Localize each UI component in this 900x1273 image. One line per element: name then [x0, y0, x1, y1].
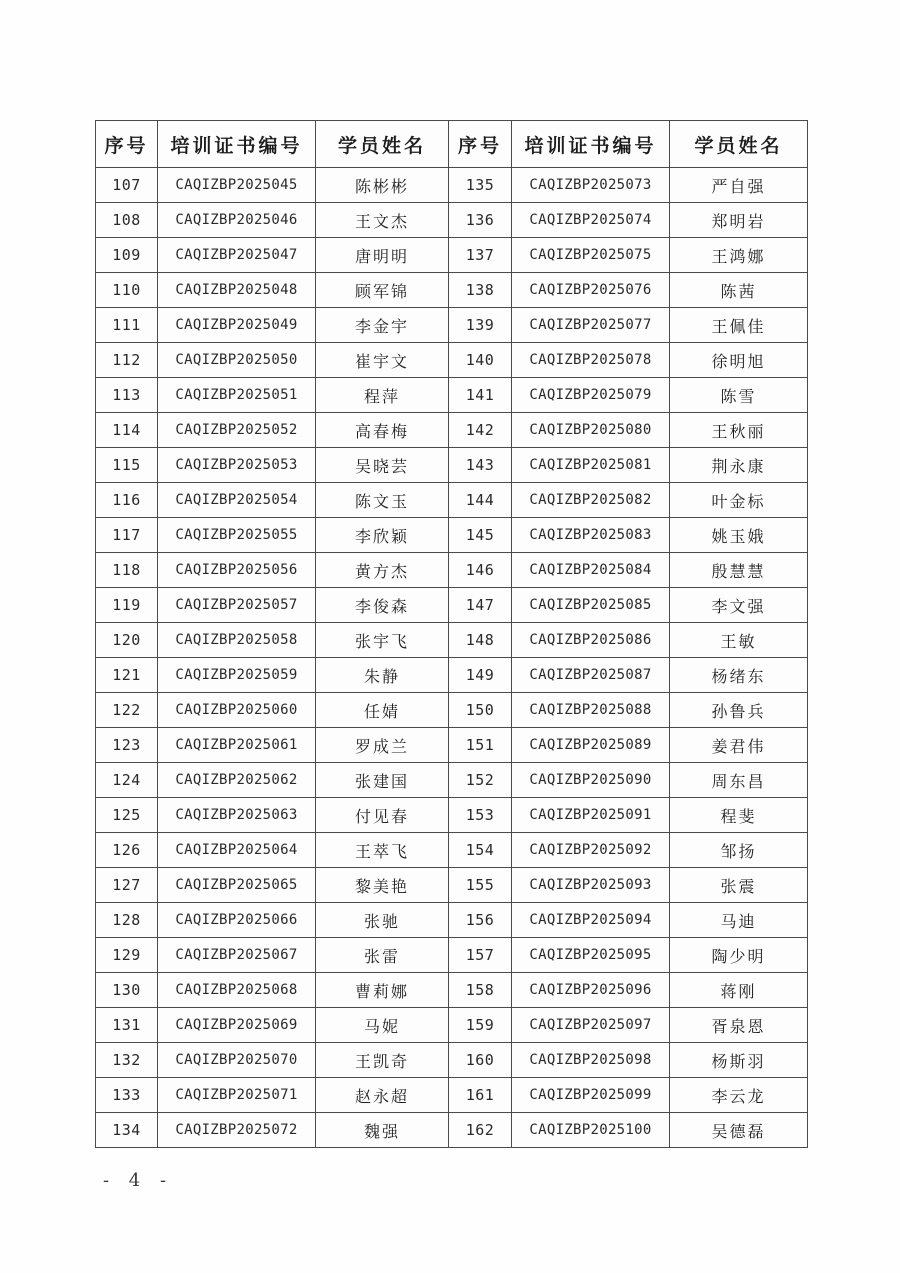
- cell-name-right: 张震: [670, 868, 808, 903]
- cell-cert-right: CAQIZBP2025089: [512, 728, 670, 763]
- table-row: [96, 623, 808, 658]
- cell-cert-left: CAQIZBP2025047: [158, 238, 316, 273]
- cell-serial-left: 107: [96, 168, 158, 203]
- cell-serial-left: 124: [96, 763, 158, 798]
- cell-serial-right: 135: [449, 168, 512, 203]
- cell-name-right: 郑明岩: [670, 203, 808, 238]
- header-cert-left: 培训证书编号: [158, 121, 316, 168]
- table-row: [96, 378, 808, 413]
- cell-serial-right: 148: [449, 623, 512, 658]
- cell-cert-right: CAQIZBP2025073: [512, 168, 670, 203]
- table-row: [96, 238, 808, 273]
- cell-name-left: 崔宇文: [316, 343, 449, 378]
- cell-name-right: 邹扬: [670, 833, 808, 868]
- cell-serial-left: 118: [96, 553, 158, 588]
- cell-cert-right: CAQIZBP2025085: [512, 588, 670, 623]
- cell-name-left: 王凯奇: [316, 1043, 449, 1078]
- cell-serial-right: 142: [449, 413, 512, 448]
- cell-serial-right: 136: [449, 203, 512, 238]
- cell-cert-right: CAQIZBP2025074: [512, 203, 670, 238]
- table-row: [96, 1008, 808, 1043]
- table-body: [96, 168, 808, 1148]
- cell-name-right: 荆永康: [670, 448, 808, 483]
- cell-serial-left: 115: [96, 448, 158, 483]
- cell-name-left: 曹莉娜: [316, 973, 449, 1008]
- cell-cert-left: CAQIZBP2025072: [158, 1113, 316, 1148]
- cell-serial-right: 158: [449, 973, 512, 1008]
- cell-serial-left: 108: [96, 203, 158, 238]
- cell-serial-left: 126: [96, 833, 158, 868]
- cell-cert-left: CAQIZBP2025063: [158, 798, 316, 833]
- cell-serial-right: 141: [449, 378, 512, 413]
- cell-cert-right: CAQIZBP2025088: [512, 693, 670, 728]
- cell-serial-left: 129: [96, 938, 158, 973]
- cell-name-right: 姚玉娥: [670, 518, 808, 553]
- cell-cert-right: CAQIZBP2025092: [512, 833, 670, 868]
- cell-serial-left: 133: [96, 1078, 158, 1113]
- cell-cert-right: CAQIZBP2025077: [512, 308, 670, 343]
- cell-serial-left: 131: [96, 1008, 158, 1043]
- cell-cert-right: CAQIZBP2025078: [512, 343, 670, 378]
- cell-cert-left: CAQIZBP2025048: [158, 273, 316, 308]
- cell-cert-right: CAQIZBP2025082: [512, 483, 670, 518]
- cell-serial-right: 153: [449, 798, 512, 833]
- cell-serial-right: 154: [449, 833, 512, 868]
- table-row: [96, 1043, 808, 1078]
- cell-name-left: 任婧: [316, 693, 449, 728]
- table-row: [96, 588, 808, 623]
- cell-name-right: 杨绪东: [670, 658, 808, 693]
- cell-name-left: 赵永超: [316, 1078, 449, 1113]
- header-name-left: 学员姓名: [316, 121, 449, 168]
- cell-serial-left: 119: [96, 588, 158, 623]
- cell-cert-right: CAQIZBP2025093: [512, 868, 670, 903]
- cell-name-right: 殷慧慧: [670, 553, 808, 588]
- cell-cert-left: CAQIZBP2025062: [158, 763, 316, 798]
- cell-name-left: 顾军锦: [316, 273, 449, 308]
- cell-cert-left: CAQIZBP2025055: [158, 518, 316, 553]
- table-row: [96, 518, 808, 553]
- cell-serial-right: 161: [449, 1078, 512, 1113]
- cell-serial-right: 162: [449, 1113, 512, 1148]
- cell-name-right: 吴德磊: [670, 1113, 808, 1148]
- cell-cert-left: CAQIZBP2025056: [158, 553, 316, 588]
- cell-serial-left: 113: [96, 378, 158, 413]
- cell-name-left: 张建国: [316, 763, 449, 798]
- cell-cert-left: CAQIZBP2025059: [158, 658, 316, 693]
- table-row: [96, 553, 808, 588]
- cell-cert-left: CAQIZBP2025050: [158, 343, 316, 378]
- cell-serial-right: 140: [449, 343, 512, 378]
- table-row: [96, 168, 808, 203]
- cell-cert-left: CAQIZBP2025052: [158, 413, 316, 448]
- cell-cert-left: CAQIZBP2025058: [158, 623, 316, 658]
- cell-name-right: 杨斯羽: [670, 1043, 808, 1078]
- cell-name-right: 周东昌: [670, 763, 808, 798]
- table-row: [96, 308, 808, 343]
- cell-name-left: 陈文玉: [316, 483, 449, 518]
- cell-serial-right: 139: [449, 308, 512, 343]
- cell-cert-left: CAQIZBP2025065: [158, 868, 316, 903]
- cell-cert-right: CAQIZBP2025090: [512, 763, 670, 798]
- table-row: [96, 938, 808, 973]
- cell-cert-right: CAQIZBP2025097: [512, 1008, 670, 1043]
- cell-name-right: 严自强: [670, 168, 808, 203]
- cell-cert-left: CAQIZBP2025054: [158, 483, 316, 518]
- cell-cert-left: CAQIZBP2025068: [158, 973, 316, 1008]
- cell-name-right: 徐明旭: [670, 343, 808, 378]
- cell-name-right: 李云龙: [670, 1078, 808, 1113]
- header-serial-right: 序号: [449, 121, 512, 168]
- cell-name-right: 王佩佳: [670, 308, 808, 343]
- cell-serial-left: 127: [96, 868, 158, 903]
- cell-name-right: 马迪: [670, 903, 808, 938]
- cell-cert-right: CAQIZBP2025083: [512, 518, 670, 553]
- cell-name-right: 姜君伟: [670, 728, 808, 763]
- cell-name-left: 王萃飞: [316, 833, 449, 868]
- table-row: [96, 658, 808, 693]
- cell-name-left: 罗成兰: [316, 728, 449, 763]
- table-row: [96, 1113, 808, 1148]
- cell-name-right: 程斐: [670, 798, 808, 833]
- cell-cert-right: CAQIZBP2025100: [512, 1113, 670, 1148]
- cell-serial-left: 112: [96, 343, 158, 378]
- cell-cert-left: CAQIZBP2025060: [158, 693, 316, 728]
- table-row: [96, 728, 808, 763]
- header-row: [96, 121, 808, 168]
- cell-serial-left: 109: [96, 238, 158, 273]
- table-row: [96, 273, 808, 308]
- cell-name-left: 付见春: [316, 798, 449, 833]
- cell-serial-right: 152: [449, 763, 512, 798]
- cell-cert-right: CAQIZBP2025091: [512, 798, 670, 833]
- cell-cert-left: CAQIZBP2025053: [158, 448, 316, 483]
- table-row: [96, 343, 808, 378]
- cell-cert-right: CAQIZBP2025075: [512, 238, 670, 273]
- header-cert-right: 培训证书编号: [512, 121, 670, 168]
- table-row: [96, 763, 808, 798]
- cell-cert-left: CAQIZBP2025064: [158, 833, 316, 868]
- cell-serial-right: 160: [449, 1043, 512, 1078]
- cell-serial-left: 111: [96, 308, 158, 343]
- cell-name-left: 黎美艳: [316, 868, 449, 903]
- cell-name-left: 唐明明: [316, 238, 449, 273]
- cell-cert-right: CAQIZBP2025086: [512, 623, 670, 658]
- cell-name-right: 孙鲁兵: [670, 693, 808, 728]
- header-name-right: 学员姓名: [670, 121, 808, 168]
- header-serial-left: 序号: [96, 121, 158, 168]
- cell-name-right: 陈雪: [670, 378, 808, 413]
- cell-serial-left: 132: [96, 1043, 158, 1078]
- cell-cert-right: CAQIZBP2025081: [512, 448, 670, 483]
- cell-cert-left: CAQIZBP2025067: [158, 938, 316, 973]
- table-row: [96, 973, 808, 1008]
- table-row: [96, 833, 808, 868]
- cell-name-left: 马妮: [316, 1008, 449, 1043]
- cell-serial-right: 146: [449, 553, 512, 588]
- table-row: [96, 448, 808, 483]
- cell-name-left: 王文杰: [316, 203, 449, 238]
- cell-serial-right: 147: [449, 588, 512, 623]
- cell-name-left: 李俊森: [316, 588, 449, 623]
- table-header: [96, 121, 808, 168]
- table-row: [96, 1078, 808, 1113]
- table-row: [96, 483, 808, 518]
- cell-serial-left: 128: [96, 903, 158, 938]
- cell-cert-left: CAQIZBP2025071: [158, 1078, 316, 1113]
- cell-serial-right: 145: [449, 518, 512, 553]
- cell-cert-left: CAQIZBP2025069: [158, 1008, 316, 1043]
- cell-name-right: 叶金标: [670, 483, 808, 518]
- cell-serial-left: 123: [96, 728, 158, 763]
- cell-cert-left: CAQIZBP2025061: [158, 728, 316, 763]
- cell-serial-right: 155: [449, 868, 512, 903]
- cell-name-left: 张雷: [316, 938, 449, 973]
- cell-name-left: 魏强: [316, 1113, 449, 1148]
- cell-name-right: 胥泉恩: [670, 1008, 808, 1043]
- cell-serial-right: 138: [449, 273, 512, 308]
- cell-serial-right: 137: [449, 238, 512, 273]
- table-row: [96, 413, 808, 448]
- cell-cert-left: CAQIZBP2025046: [158, 203, 316, 238]
- cell-name-right: 陈茜: [670, 273, 808, 308]
- table-row: [96, 798, 808, 833]
- cell-name-left: 吴晓芸: [316, 448, 449, 483]
- cell-serial-left: 114: [96, 413, 158, 448]
- cell-name-right: 王鸿娜: [670, 238, 808, 273]
- cell-cert-right: CAQIZBP2025095: [512, 938, 670, 973]
- cell-name-right: 李文强: [670, 588, 808, 623]
- cell-name-right: 王秋丽: [670, 413, 808, 448]
- table-row: [96, 868, 808, 903]
- cell-name-right: 蒋刚: [670, 973, 808, 1008]
- cell-cert-right: CAQIZBP2025096: [512, 973, 670, 1008]
- cell-name-right: 陶少明: [670, 938, 808, 973]
- page-number: - 4 -: [103, 1170, 174, 1191]
- cell-serial-right: 157: [449, 938, 512, 973]
- cell-name-left: 李金宇: [316, 308, 449, 343]
- cell-cert-left: CAQIZBP2025049: [158, 308, 316, 343]
- cell-name-left: 李欣颖: [316, 518, 449, 553]
- cell-cert-right: CAQIZBP2025099: [512, 1078, 670, 1113]
- cell-serial-left: 120: [96, 623, 158, 658]
- cell-serial-left: 110: [96, 273, 158, 308]
- table-row: [96, 903, 808, 938]
- cell-serial-right: 159: [449, 1008, 512, 1043]
- cell-serial-right: 150: [449, 693, 512, 728]
- cell-serial-left: 125: [96, 798, 158, 833]
- cell-cert-right: CAQIZBP2025076: [512, 273, 670, 308]
- table-row: [96, 693, 808, 728]
- cell-cert-right: CAQIZBP2025079: [512, 378, 670, 413]
- certificate-roster-table: [95, 120, 808, 1148]
- cell-name-left: 张宇飞: [316, 623, 449, 658]
- cell-serial-right: 151: [449, 728, 512, 763]
- cell-serial-left: 122: [96, 693, 158, 728]
- cell-cert-left: CAQIZBP2025045: [158, 168, 316, 203]
- cell-cert-right: CAQIZBP2025094: [512, 903, 670, 938]
- cell-serial-right: 144: [449, 483, 512, 518]
- cell-cert-right: CAQIZBP2025098: [512, 1043, 670, 1078]
- cell-name-right: 王敏: [670, 623, 808, 658]
- cell-name-left: 朱静: [316, 658, 449, 693]
- cell-serial-left: 117: [96, 518, 158, 553]
- cell-cert-left: CAQIZBP2025051: [158, 378, 316, 413]
- cell-serial-left: 116: [96, 483, 158, 518]
- table-row: [96, 203, 808, 238]
- cell-name-left: 张驰: [316, 903, 449, 938]
- cell-cert-right: CAQIZBP2025080: [512, 413, 670, 448]
- cell-cert-right: CAQIZBP2025087: [512, 658, 670, 693]
- cell-serial-left: 134: [96, 1113, 158, 1148]
- cell-name-left: 陈彬彬: [316, 168, 449, 203]
- cell-serial-right: 143: [449, 448, 512, 483]
- cell-cert-right: CAQIZBP2025084: [512, 553, 670, 588]
- cell-name-left: 高春梅: [316, 413, 449, 448]
- cell-serial-right: 156: [449, 903, 512, 938]
- cell-name-left: 程萍: [316, 378, 449, 413]
- cell-cert-left: CAQIZBP2025057: [158, 588, 316, 623]
- cell-cert-left: CAQIZBP2025066: [158, 903, 316, 938]
- cell-serial-left: 121: [96, 658, 158, 693]
- cell-serial-right: 149: [449, 658, 512, 693]
- cell-serial-left: 130: [96, 973, 158, 1008]
- cell-cert-left: CAQIZBP2025070: [158, 1043, 316, 1078]
- cell-name-left: 黄方杰: [316, 553, 449, 588]
